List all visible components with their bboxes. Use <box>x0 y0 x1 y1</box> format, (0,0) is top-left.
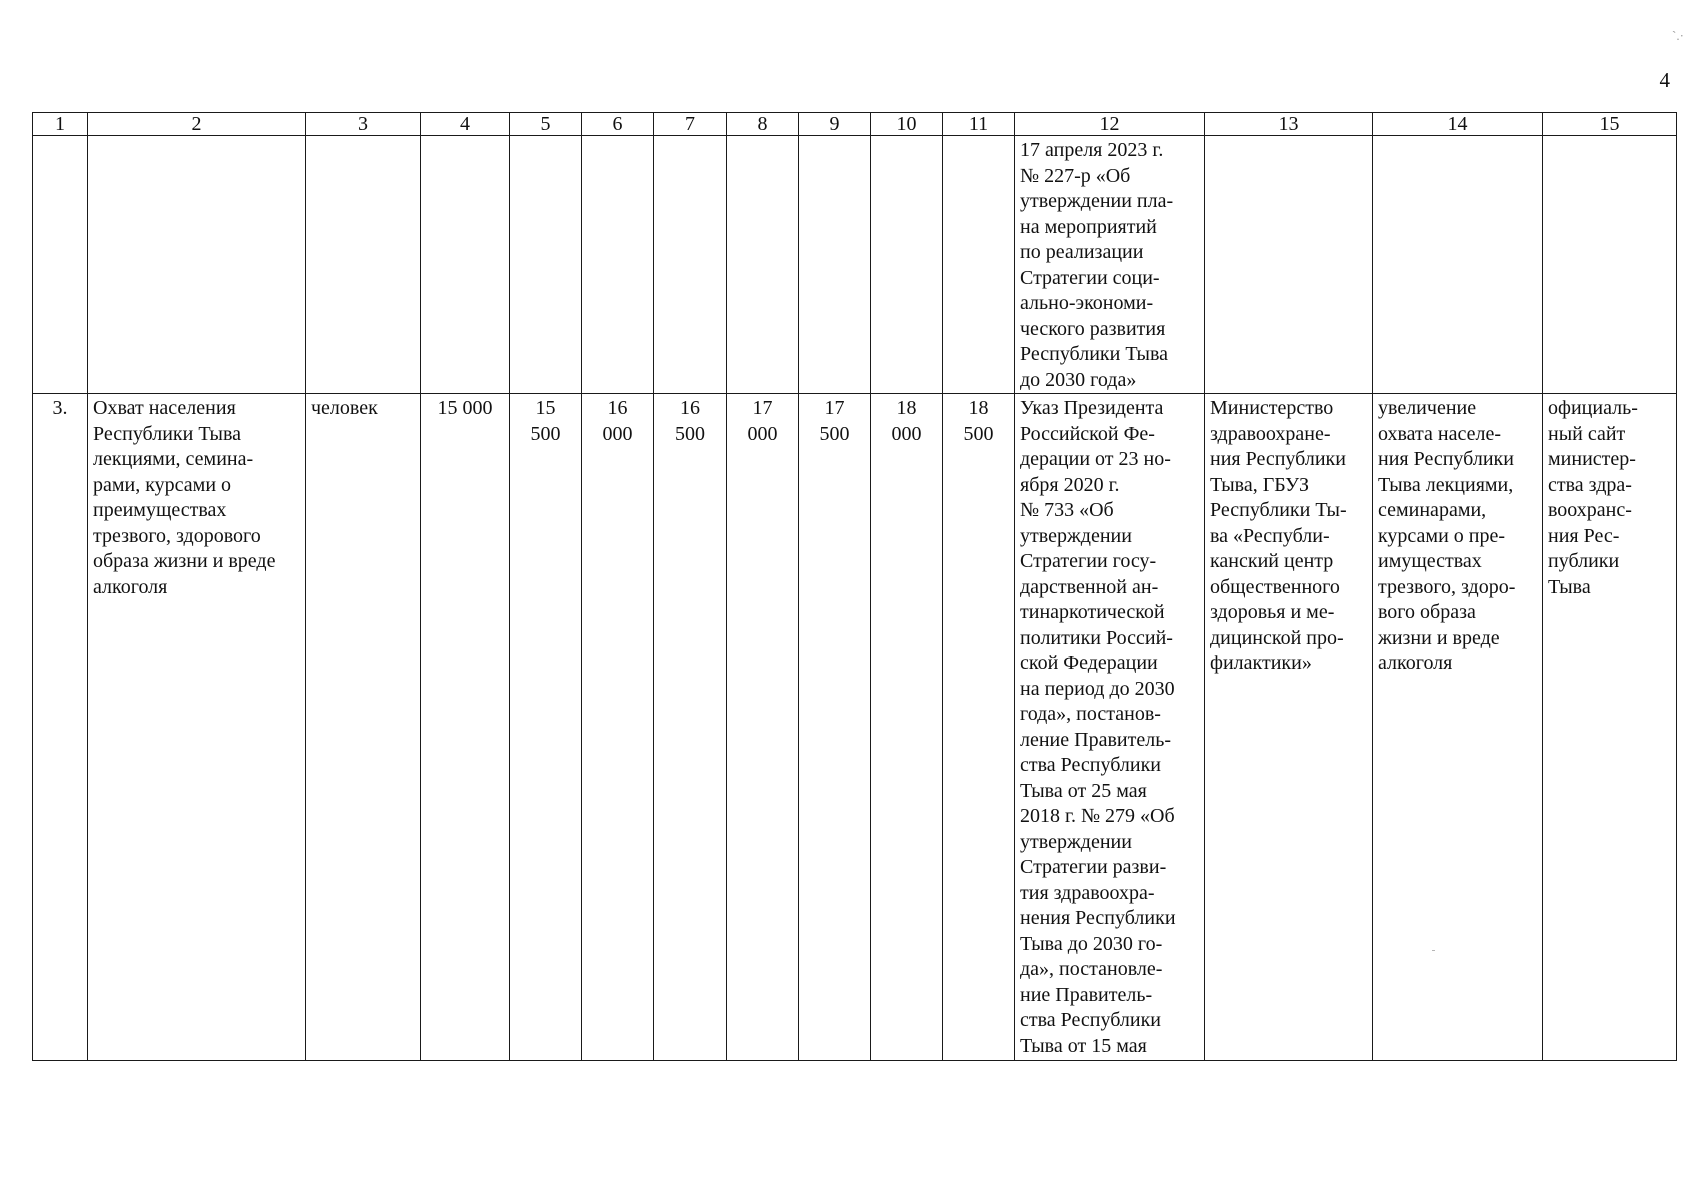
col-header-2: 2 <box>88 113 306 136</box>
cell-empty <box>871 136 943 394</box>
col-header-11: 11 <box>943 113 1015 136</box>
cell-value-col6: 16 000 <box>582 394 654 1061</box>
cell-empty <box>1205 136 1373 394</box>
cell-documents: Указ Президента Российской Фе- дерации от 23 но- ября 2020 г. № 733 «Об утверждении Стратегии госу- дарственной ан- тинаркотической политики Россий- ской Федерации на период до 2030 года», постанов- ление Правитель- ства Республики Тыва от 25 мая 2018 г. № 279 «Об утверждении Стратегии разви- тия здравоохра- нения Республики Тыва до 2030 го- да», постановле- ние Правитель- ства Республики Тыва от 15 мая <box>1015 394 1205 1061</box>
cell-empty <box>799 136 871 394</box>
col-header-10: 10 <box>871 113 943 136</box>
table-row-continuation <box>33 136 1677 394</box>
col-header-12: 12 <box>1015 113 1205 136</box>
cell-value-col10: 18 000 <box>871 394 943 1061</box>
cell-expected-result: увеличение охвата населе- ния Республики Тыва лекциями, семинарами, курсами о пре- имуществах трезвого, здоро- вого образа жизни и вреде алкоголя <box>1373 394 1543 1061</box>
col-header-9: 9 <box>799 113 871 136</box>
cell-value-col8: 17 000 <box>727 394 799 1061</box>
cell-empty <box>582 136 654 394</box>
cell-responsible: Министерство здравоохране- ния Республики Тыва, ГБУЗ Республики Ты- ва «Республи- канский центр общественного здоровья и ме- дицинской про- филактики» <box>1205 394 1373 1061</box>
cell-value-col5: 15 500 <box>510 394 582 1061</box>
cell-value-col11: 18 500 <box>943 394 1015 1061</box>
cell-empty <box>33 136 88 394</box>
cell-empty <box>510 136 582 394</box>
cell-source: официаль- ный сайт министер- ства здра- воохранс- ния Рес- публики Тыва <box>1543 394 1677 1061</box>
col-header-6: 6 <box>582 113 654 136</box>
col-header-14: 14 <box>1373 113 1543 136</box>
col-header-7: 7 <box>654 113 727 136</box>
col-header-15: 15 <box>1543 113 1677 136</box>
cell-empty <box>727 136 799 394</box>
table-row-3 <box>33 394 1677 1061</box>
cell-value-col7: 16 500 <box>654 394 727 1061</box>
cell-empty <box>654 136 727 394</box>
col-header-1: 1 <box>33 113 88 136</box>
col-header-5: 5 <box>510 113 582 136</box>
cell-unit: человек <box>306 394 421 1061</box>
col-header-4: 4 <box>421 113 510 136</box>
cell-empty <box>1373 136 1543 394</box>
cell-base-value: 15 000 <box>421 394 510 1061</box>
cell-indicator-name: Охват населения Республики Тыва лекциями, семина- рами, курсами о преимуществах трезвого, здорового образа жизни и вреде алкоголя <box>88 394 306 1061</box>
col-header-3: 3 <box>306 113 421 136</box>
cell-documents-continuation: 17 апреля 2023 г. № 227-р «Об утверждении пла- на мероприятий по реализации Стратегии соци- ально-экономи- ческого развития Республики Тыва до 2030 года» <box>1015 136 1205 394</box>
cell-row-number: 3. <box>33 394 88 1061</box>
header-row <box>33 113 1677 136</box>
indicators-table <box>32 112 1677 1061</box>
cell-empty <box>1543 136 1677 394</box>
cell-empty <box>306 136 421 394</box>
col-header-13: 13 <box>1205 113 1373 136</box>
col-header-8: 8 <box>727 113 799 136</box>
cell-empty <box>943 136 1015 394</box>
scan-corner-mark: ˋ.· <box>1672 28 1684 43</box>
cell-empty <box>421 136 510 394</box>
cell-value-col9: 17 500 <box>799 394 871 1061</box>
cell-empty <box>88 136 306 394</box>
page-number: 4 <box>1659 68 1670 92</box>
